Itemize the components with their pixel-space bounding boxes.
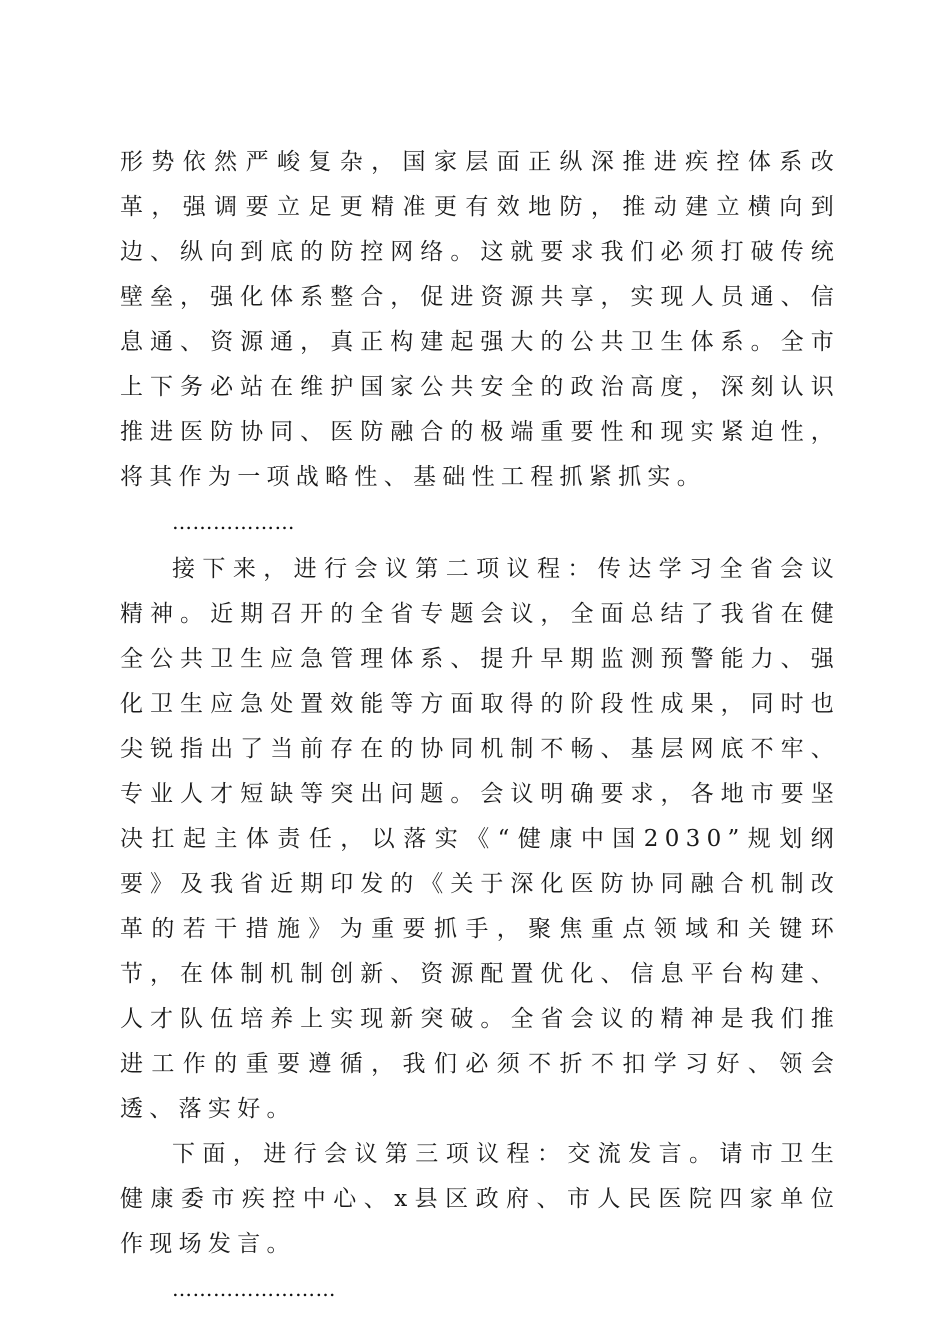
document-page [120,140,840,1314]
paragraph-policy-context: 形势依然严峻复杂，国家层面正纵深推进疾控体系改革，强调要立足更精准更有效地防，推动建立横向到边、纵向到底的防控网络。这就要求我们必须打破传统壁垒，强化体系整合，促进资源共享，实现人员通、信息通、资源通，真正构建起强大的公共卫生体系。全市上下务必站在维护国家公共安全的政治高度，深刻认识推进医防协同、医防融合的极端重要性和现实紧迫性，将其作为一项战略性、基础性工程抓紧抓实。 [120,149,840,490]
paragraph-agenda-item-two: 接下来，进行会议第二项议程：传达学习全省会议精神。近期召开的全省专题会议，全面总结了我省在健全公共卫生应急管理体系、提升早期监测预警能力、强化卫生应急处置效能等方面取得的阶段性成果，同时也尖锐指出了当前存在的协同机制不畅、基层网底不牢、专业人才短缺等突出问题。会议明确要求，各地市要坚决扛起主体责任，以落实《“健康中国2030”规划纲要》及我省近期印发的《关于深化医防协同融合机制改革的若干措施》为重要抓手，聚焦重点领域和关键环节，在体制机制创新、资源配置优化、信息平台构建、人才队伍培养上实现新突破。全省会议的精神是我们推进工作的重要遵循，我们必须不折不扣学习好、领会透、落实好。 [120,556,840,1122]
paragraph-agenda-item-three: 下面，进行会议第三项议程：交流发言。请市卫生健康委市疾控中心、x县区政府、市人民医院四家单位作现场发言。 [120,1141,840,1257]
ellipsis-separator: ……………… [172,510,295,534]
ellipsis-separator: …………………… [172,1277,336,1301]
